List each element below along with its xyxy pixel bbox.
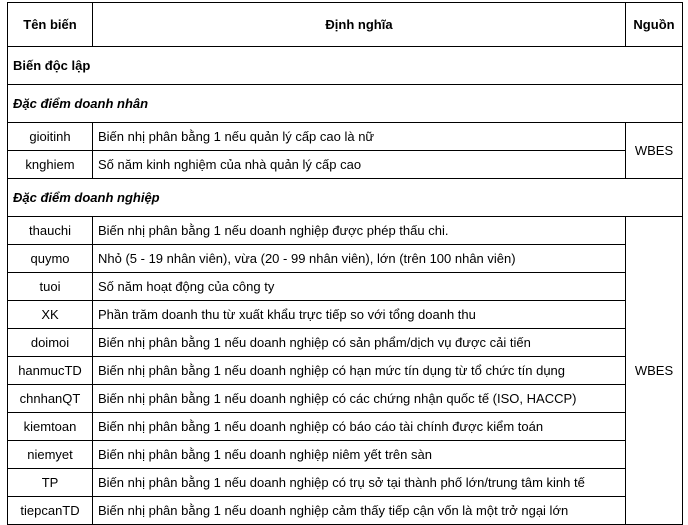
variable-source: WBES	[626, 123, 683, 179]
variable-name: knghiem	[8, 151, 93, 179]
variable-definition: Số năm hoạt động của công ty	[93, 273, 626, 301]
variables-table	[7, 2, 683, 525]
variable-name: chnhanQT	[8, 385, 93, 413]
table-row	[8, 245, 683, 273]
variable-name: thauchi	[8, 217, 93, 245]
table-row	[8, 357, 683, 385]
table-row	[8, 123, 683, 151]
table-row	[8, 469, 683, 497]
table-row	[8, 217, 683, 245]
variable-definition: Biến nhị phân bằng 1 nếu quản lý cấp cao là nữ	[93, 123, 626, 151]
group-row	[8, 85, 683, 123]
variable-name: gioitinh	[8, 123, 93, 151]
table-row	[8, 301, 683, 329]
variable-source: WBES	[626, 217, 683, 525]
table-row	[8, 441, 683, 469]
variable-definition: Biến nhị phân bằng 1 nếu doanh nghiệp có các chứng nhận quốc tế (ISO, HACCP)	[93, 385, 626, 413]
group-title: Đặc điểm doanh nhân	[8, 85, 683, 123]
variable-name: hanmucTD	[8, 357, 93, 385]
variable-name: tiepcanTD	[8, 497, 93, 525]
group-row	[8, 179, 683, 217]
header-row	[8, 3, 683, 47]
table-row	[8, 413, 683, 441]
variable-definition: Biến nhị phân bằng 1 nếu doanh nghiệp có trụ sở tại thành phố lớn/trung tâm kinh tế	[93, 469, 626, 497]
variable-name: kiemtoan	[8, 413, 93, 441]
variable-definition: Biến nhị phân bằng 1 nếu doanh nghiệp cảm thấy tiếp cận vốn là một trở ngại lớn	[93, 497, 626, 525]
variable-name: TP	[8, 469, 93, 497]
table-row	[8, 273, 683, 301]
variable-definition: Số năm kinh nghiệm của nhà quản lý cấp cao	[93, 151, 626, 179]
variable-definition: Biến nhị phân bằng 1 nếu doanh nghiệp niêm yết trên sàn	[93, 441, 626, 469]
variable-definition: Biến nhị phân bằng 1 nếu doanh nghiệp có báo cáo tài chính được kiểm toán	[93, 413, 626, 441]
table-row	[8, 151, 683, 179]
section-title: Biến độc lập	[8, 47, 683, 85]
header-name: Tên biến	[8, 3, 93, 47]
variable-name: niemyet	[8, 441, 93, 469]
table-row	[8, 497, 683, 525]
variable-definition: Nhỏ (5 - 19 nhân viên), vừa (20 - 99 nhân viên), lớn (trên 100 nhân viên)	[93, 245, 626, 273]
section-row	[8, 47, 683, 85]
variable-definition: Phần trăm doanh thu từ xuất khẩu trực tiếp so với tổng doanh thu	[93, 301, 626, 329]
header-definition: Định nghĩa	[93, 3, 626, 47]
variable-definition: Biến nhị phân bằng 1 nếu doanh nghiệp có hạn mức tín dụng từ tổ chức tín dụng	[93, 357, 626, 385]
variable-definition: Biến nhị phân bằng 1 nếu doanh nghiệp được phép thấu chi.	[93, 217, 626, 245]
table-row	[8, 329, 683, 357]
variable-name: quymo	[8, 245, 93, 273]
group-title: Đặc điểm doanh nghiệp	[8, 179, 683, 217]
header-source: Nguồn	[626, 3, 683, 47]
variable-name: XK	[8, 301, 93, 329]
variable-definition: Biến nhị phân bằng 1 nếu doanh nghiệp có sản phẩm/dịch vụ được cải tiến	[93, 329, 626, 357]
variable-name: doimoi	[8, 329, 93, 357]
table-row	[8, 385, 683, 413]
variable-name: tuoi	[8, 273, 93, 301]
